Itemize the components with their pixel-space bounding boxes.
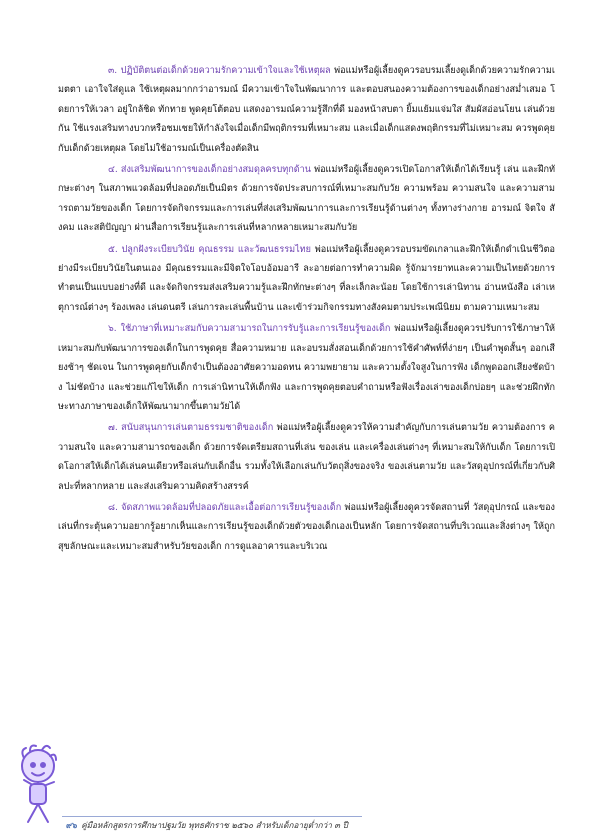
paragraph-heading: ๘. จัดสภาพแวดล้อมที่ปลอดภัยและเอื้อต่อการเรียนรู้ของเด็ก	[108, 502, 342, 513]
paragraph-heading: ๔. ส่งเสริมพัฒนาการของเด็กอย่างสมดุลครบทุกด้าน	[108, 165, 311, 176]
paragraph-heading: ๗. สนับสนุนการเล่นตามธรรมชาติของเด็ก	[108, 423, 274, 434]
footer-title: คู่มือหลักสูตรการศึกษาปฐมวัย พุทธศักราช ๒๕๖๐ สำหรับเด็กอายุต่ำกว่า ๓ ปี	[81, 820, 348, 830]
document-body	[58, 62, 555, 559]
paragraph-text: พ่อแม่หรือผู้เลี้ยงดูควรปรับการใช้ภาษาให้เหมาะสมกับพัฒนาการของเด็กในการพูดคุย สื่อความหมาย และอบรมสั่งสอนเด็กด้วยการใช้คำศัพท์ที่ง่ายๆ เป็นคำพูดสั้นๆ ออกเสียงช้าๆ ชัดเจน ในการพูดคุยกับเด็กจำเป็นต้องอาศัยความอดทน ความพยายาม และความตั้งใจสูงในการฟัง เด็กพูดออกเสียงชัดบ้าง ไม่ชัดบ้าง และช่วยแก้ไขให้เด็ก การเล่านิทานให้เด็กฟัง และการพูดคุยตอบคำถามหรือฟังเรื่องเล่าของเด็กบ่อยๆ และช่วยฝึกทักษะทางภาษาของเด็กให้พัฒนามากขึ้นตามวัยได้	[58, 324, 555, 412]
paragraph-heading: ๖. ใช้ภาษาที่เหมาะสมกับความสามารถในการรับรู้และการเรียนรู้ของเด็ก	[108, 324, 391, 335]
paragraph-8	[58, 499, 555, 557]
paragraph-heading: ๕. ปลูกฝังระเบียบวินัย คุณธรรม และวัฒนธรรมไทย	[108, 244, 311, 255]
paragraph-4	[58, 161, 555, 239]
paragraph-6	[58, 320, 555, 417]
page-number: ๙๖	[66, 820, 78, 830]
paragraph-5	[58, 241, 555, 319]
paragraph-text: พ่อแม่หรือผู้เลี้ยงดูควรจัดสถานที่ วัสดุอุปกรณ์ และของเล่นที่กระตุ้นความอยากรู้อยากเห็นและการเรียนรู้ของเด็กด้วยตัวของเด็กเองเป็นหลัก โดยการจัดสถานที่บริเวณและสิ่งต่างๆ ให้ถูกสุขลักษณะและเหมาะสมสำหรับวัยของเด็ก การดูแลอาคารและบริเวณ	[58, 502, 556, 552]
paragraph-3	[58, 62, 555, 159]
child-mascot-icon	[8, 736, 72, 832]
footer-caption	[66, 819, 348, 832]
page-footer	[0, 736, 595, 836]
paragraph-text: พ่อแม่หรือผู้เลี้ยงดูควรให้ความสำคัญกับการเล่นตามวัย ความต้องการ ความสนใจ และความสามารถของเด็ก ด้วยการจัดเตรียมสถานที่เล่น ของเล่น และเครื่องเล่นต่างๆ ที่เหมาะสมให้กับเด็ก โดยการเปิดโอกาสให้เด็กได้เล่นคนเดียวหรือเล่นกับเด็กอื่น รวมทั้งให้เลือกเล่นกับวัตถุสิ่งของจริง ของเล่นตามวัย และวัสดุอุปกรณ์ที่เกี่ยวกับศิลปะที่หลากหลาย และส่งเสริมความคิดสร้างสรรค์	[58, 423, 555, 492]
footer-divider	[62, 816, 362, 817]
paragraph-text: พ่อแม่หรือผู้เลี้ยงดูควรอบรมเลี้ยงดูเด็กด้วยความรักความเมตตา เอาใจใส่ดูแล ใช้เหตุผลมากกว่าอารมณ์ มีความเข้าใจในพัฒนาการ และตอบสนองความต้องการของเด็กอย่างสม่ำเสมอ โดยการให้เวลา อยู่ใกล้ชิด ทักทาย พูดคุยโต้ตอบ แสดงอารมณ์ความรู้สึกที่ดี มองหน้าสบตา ยิ้มแย้มแจ่มใส สัมผัสอ่อนโยน เล่นด้วยกัน ใช้แรงเสริมทางบวกหรือชมเชยให้กำลังใจเมื่อเด็กมีพฤติกรรมที่เหมาะสม และเมื่อเด็กแสดงพฤติกรรมที่ไม่เหมาะสม ควรพูดคุยกับเด็กด้วยเหตุผล โดยไม่ใช้อารมณ์เป็นเครื่องตัดสิน	[58, 66, 555, 154]
paragraph-7	[58, 419, 555, 497]
paragraph-heading: ๓. ปฏิบัติตนต่อเด็กด้วยความรักความเข้าใจและใช้เหตุผล	[108, 66, 331, 76]
paragraph-text: พ่อแม่หรือผู้เลี้ยงดูควรอบรมขัดเกลาและฝึกให้เด็กดำเนินชีวิตอย่างมีระเบียบวินัยในตนเอง มีคุณธรรมและมีจิตใจโอบอ้อมอารี ละอายต่อการทำความผิด รู้จักมารยาทและความเป็นไทยด้วยการทำตนเป็นแบบอย่างที่ดี และจัดกิจกรรมส่งเสริมความรู้และฝึกทักษะต่างๆ ที่ละเล็กละน้อย โดยใช้การเล่านิทาน อ่านหนังสือ เล่าเหตุการณ์ต่างๆ ร้องเพลง เล่นดนตรี เล่นการละเล่นพื้นบ้าน และเข้าร่วมกิจกรรมทางสังคมตามประเพณีนิยม ตามความเหมาะสม	[58, 244, 555, 313]
paragraph-text: พ่อแม่หรือผู้เลี้ยงดูควรเปิดโอกาสให้เด็กได้เรียนรู้ เล่น และฝึกทักษะต่างๆ ในสภาพแวดล้อมที่ปลอดภัยเป็นมิตร ด้วยการจัดประสบการณ์ที่เหมาะสมกับวัย ความพร้อม ความสนใจ และความสามารถตามวัยของเด็ก โดยการจัดกิจกรรมและการเล่นที่ส่งเสริมพัฒนาการและการเรียนรู้ด้านต่างๆ ทั้งทางร่างกาย อารมณ์ จิตใจ สังคม และสติปัญญา ผ่านสื่อการเรียนรู้และการเล่นที่หลากหลายเหมาะสมกับวัย	[58, 165, 556, 234]
